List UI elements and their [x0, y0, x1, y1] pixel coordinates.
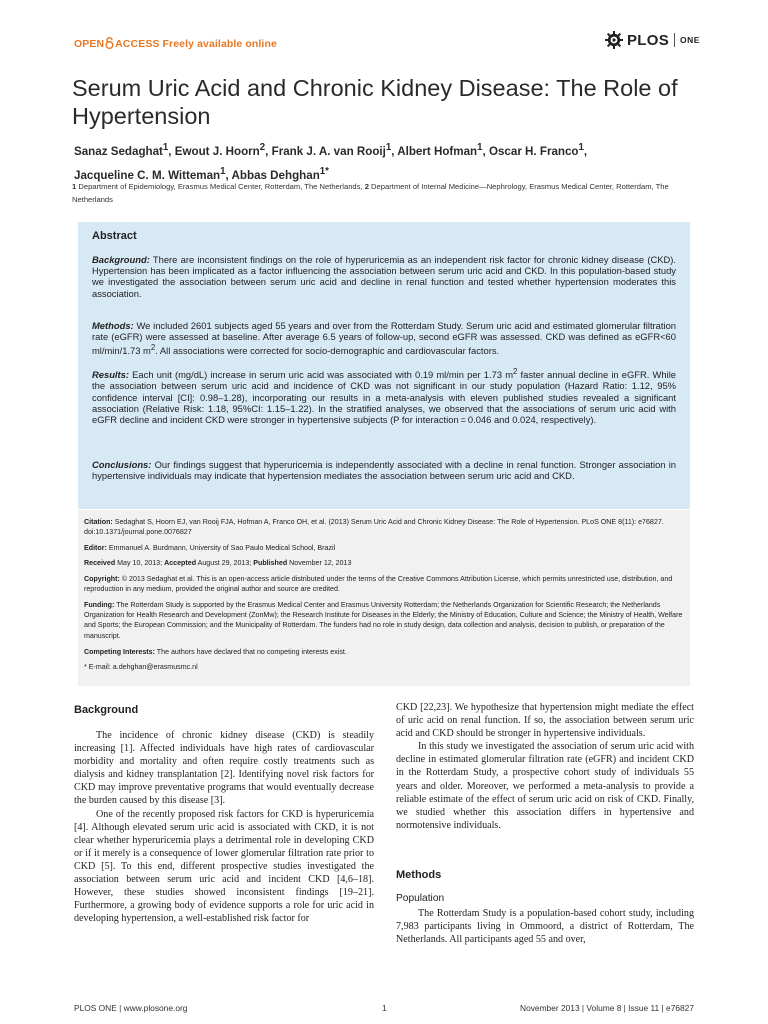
affil-text: Department of Internal Medicine—Nephrology, Erasmus Medical Center, Rotterdam, The Netherlands	[72, 182, 669, 204]
abstract-heading: Abstract	[92, 230, 137, 242]
author-name: Albert Hofman	[397, 144, 478, 158]
abstract-conclusions	[92, 459, 676, 481]
author-name: Jacqueline C. M. Witteman	[74, 168, 221, 182]
superscript: 2	[150, 343, 156, 353]
plos-gear-icon	[604, 30, 624, 50]
editor	[84, 543, 684, 553]
left-column	[74, 729, 374, 925]
footer-issue: November 2013 | Volume 8 | Issue 11 | e76827	[520, 1003, 694, 1013]
page-number: 1	[382, 1003, 387, 1013]
open-lock-icon	[105, 37, 114, 52]
affil-text: Department of Epidemiology, Erasmus Medical Center, Rotterdam, The Netherlands,	[78, 182, 363, 191]
superscript: 2	[513, 367, 518, 376]
author-line-2: Jacqueline C. M. Witteman$^1$, Abbas Dehghan$^{1*}$	[74, 165, 329, 182]
meta-label: Accepted	[164, 559, 197, 567]
author-name: Ewout J. Hoorn	[174, 144, 260, 158]
paragraph: In this study we investigated the association of serum uric acid with decline in estimated glomerular filtration rate (eGFR) and incident CKD in the Rotterdam Study, a prospective cohort study of individuals 55 years and older. Moreover, we performed a meta-analysis to provide a reliable estimate of the effect of serum uric acid on risk of CKD. Finally, we studied whether this association differs in hypertensive and normotensive individuals.	[396, 741, 694, 831]
meta-text: May 10, 2013;	[117, 559, 163, 567]
paragraph: CKD [22,23]. We hypothesize that hypertension might mediate the effect of uric acid on renal function. If so, the association between serum uric acid and CKD should be stronger in hypertensive individuals.	[396, 702, 694, 740]
meta-text: The Rotterdam Study is supported by the Erasmus Medical Center and Erasmus University Rotterdam; the Netherlands Organization for Scientific Research; the Netherlands Organization for Health Research and Development (ZonMw); the Research Institute for Diseases in the Elderly; the Ministry of Education, Culture and Science; the Ministry of Health, Welfare and Sports; the European Commission; and the Municipality of Rotterdam. The funders had no role in study design, data collection and analysis, decision to publish, or preparation of the manuscript.	[84, 601, 683, 640]
meta-text: November 12, 2013	[289, 559, 352, 567]
affil-num: 1	[72, 182, 77, 191]
author-affil: 1*	[319, 165, 329, 177]
funding	[84, 600, 684, 641]
meta-label: Editor:	[84, 544, 107, 552]
corresponding-email[interactable]: * E-mail: a.dehghan@erasmusmc.nl	[84, 663, 198, 671]
abstract-text: . All associations were corrected for socio-demographic and cardiovascular factors.	[155, 345, 500, 357]
meta-text: The authors have declared that no competing interests exist.	[156, 648, 347, 656]
author-affil: 1	[220, 165, 226, 177]
abstract-label: Conclusions:	[92, 459, 152, 470]
citation	[84, 517, 684, 537]
article-title: Serum Uric Acid and Chronic Kidney Disease: The Role of Hypertension	[72, 75, 678, 129]
paragraph: The incidence of chronic kidney disease (CKD) is steadily increasing [1]. Affected individuals have high rates of cardiovascular morbidity and mortality and often require costly treatments such as dialysis and kidney transplantation [2]. Identifying novel risk factors for CKD may improve preventative programs that would eventually decrease the burden caused by this disease [3].	[74, 730, 374, 807]
author-affil: 1	[162, 142, 169, 153]
author-affil: 1	[477, 142, 483, 153]
affil-num: 2	[364, 182, 369, 191]
abstract-results	[92, 366, 676, 425]
author-line-1: Sanaz Sedaghat$^1$, Ewout J. Hoorn$^2$, Frank J. A. van Rooij$^1$, Albert Hofman$^1$, Oscar H. Franco$^1$,	[74, 142, 588, 158]
open-label: OPEN	[74, 38, 105, 50]
dates	[84, 558, 684, 568]
affiliations	[72, 180, 698, 206]
paragraph: One of the recently proposed risk factors for CKD is hyperuricemia [4]. Although elevated serum uric acid is associated with CKD, it is not clear whether hyperuricemia plays a detrimental role in developing CKD or if it merely is a consequence of lower glomerular filtration rate prior to CKD [5]. To this end, different prospective studies investigated the association between serum uric acid and incident CKD [4,6–18]. However, these studies showed inconsistent findings [19–21]. Furthermore, a growing body of evidence supports a role for uric acid in developing hypertension, a well-established risk factor for	[74, 808, 374, 925]
author-affil: 1	[578, 142, 584, 153]
plos-one-logo	[604, 30, 700, 50]
author-name: Oscar H. Franco	[488, 144, 579, 158]
author-affil: 2	[259, 142, 266, 153]
access-label: ACCESS Freely available online	[115, 38, 277, 50]
subsection-heading-population: Population	[396, 893, 445, 904]
abstract-text: Our findings suggest that hyperuricemia is independently associated with a decline in renal function. Stronger association in hypertensive individuals may indicate that hypertension mediates the association between serum uric acid and CKD.	[92, 459, 676, 482]
meta-label: Funding:	[84, 601, 115, 609]
author-name: Abbas Dehghan	[231, 168, 320, 182]
abstract-methods	[92, 320, 676, 357]
right-column	[396, 701, 694, 832]
abstract-text: We included 2601 subjects aged 55 years and over from the Rotterdam Study. Serum uric acid and estimated glomerular filtration rate (eGFR) were assessed at baseline. After average 6.5 years of follow-up, second eGFR was assessed. CKD was defined as eGFR<60 ml/min/1.73 m	[92, 320, 677, 357]
footer-journal: PLOS ONE | www.plosone.org	[74, 1003, 188, 1013]
meta-label: Competing Interests:	[84, 648, 155, 656]
meta-text: © 2013 Sedaghat et al. This is an open-access article distributed under the terms of the Creative Commons Attribution License, which permits unrestricted use, distribution, and reproduction in any medium, provided the original author and source are credited.	[84, 575, 673, 594]
author-affil: 1	[385, 142, 392, 153]
open-access-banner	[74, 37, 277, 52]
section-heading-background: Background	[74, 704, 139, 716]
meta-label: Citation:	[84, 518, 113, 526]
logo-divider	[674, 33, 675, 47]
abstract-label: Background:	[92, 254, 150, 265]
paragraph: The Rotterdam Study is a population-based cohort study, including 7,983 participants living in Ommoord, a district of Rotterdam, The Netherlands. All participants aged 55 and over,	[396, 908, 694, 946]
copyright	[84, 574, 684, 594]
abstract-text: faster annual decline in eGFR. While the association between serum uric acid and incidence of CKD was not significant in our study population (Hazard Ratio: 1.12, 95% confidence interval [CI]: 0.98–1.28), incorporating our results in a meta-analysis with eleven published studies revealed a significant association (Relative Risk: 1.18, 95%CI: 1.15–1.22). In the stratified analyses, we observed that the associations of serum uric acid with eGFR decline and incident CKD were stronger in hypertensive subjects (P for interaction = 0.046 and 0.024, respectively).	[92, 369, 676, 425]
abstract-background	[92, 254, 676, 299]
meta-label: Copyright:	[84, 575, 120, 583]
meta-text: Sedaghat S, Hoorn EJ, van Rooij FJA, Hofman A, Franco OH, et al. (2013) Serum Uric Acid and Chronic Kidney Disease: The Role of Hypertension. PLoS ONE 8(11): e76827. doi:10.1371/journal.pone.0076827	[84, 518, 664, 537]
meta-text: August 29, 2013;	[197, 559, 252, 567]
meta-label: Received	[84, 559, 116, 567]
competing-interests	[84, 647, 684, 657]
one-wordmark: ONE	[680, 35, 700, 45]
abstract-text: Each unit (mg/dL) increase in serum uric acid was associated with 0.19 ml/min per 1.73 m	[132, 369, 514, 381]
meta-text: Emmanuel A. Burdmann, University of Sao Paulo Medical School, Brazil	[108, 544, 336, 552]
author-name: Sanaz Sedaghat	[74, 144, 163, 158]
abstract-text: There are inconsistent findings on the role of hyperuricemia as an independent risk factor for chronic kidney disease (CKD). Hypertension has been implicated as a factor influencing the association between serum uric acid and CKD. In this population-based study we investigated the association between serum uric acid and decline in renal function and tested whether hypertension moderates this association.	[92, 254, 676, 299]
author-list	[74, 138, 694, 186]
author-name: Frank J. A. van Rooij	[271, 144, 386, 158]
abstract-label: Results:	[92, 369, 129, 381]
abstract-label: Methods:	[92, 320, 134, 331]
section-heading-methods: Methods	[396, 869, 442, 881]
meta-label: Published	[253, 559, 288, 567]
plos-wordmark: PLOS	[627, 31, 670, 49]
right-column-methods	[396, 907, 694, 946]
